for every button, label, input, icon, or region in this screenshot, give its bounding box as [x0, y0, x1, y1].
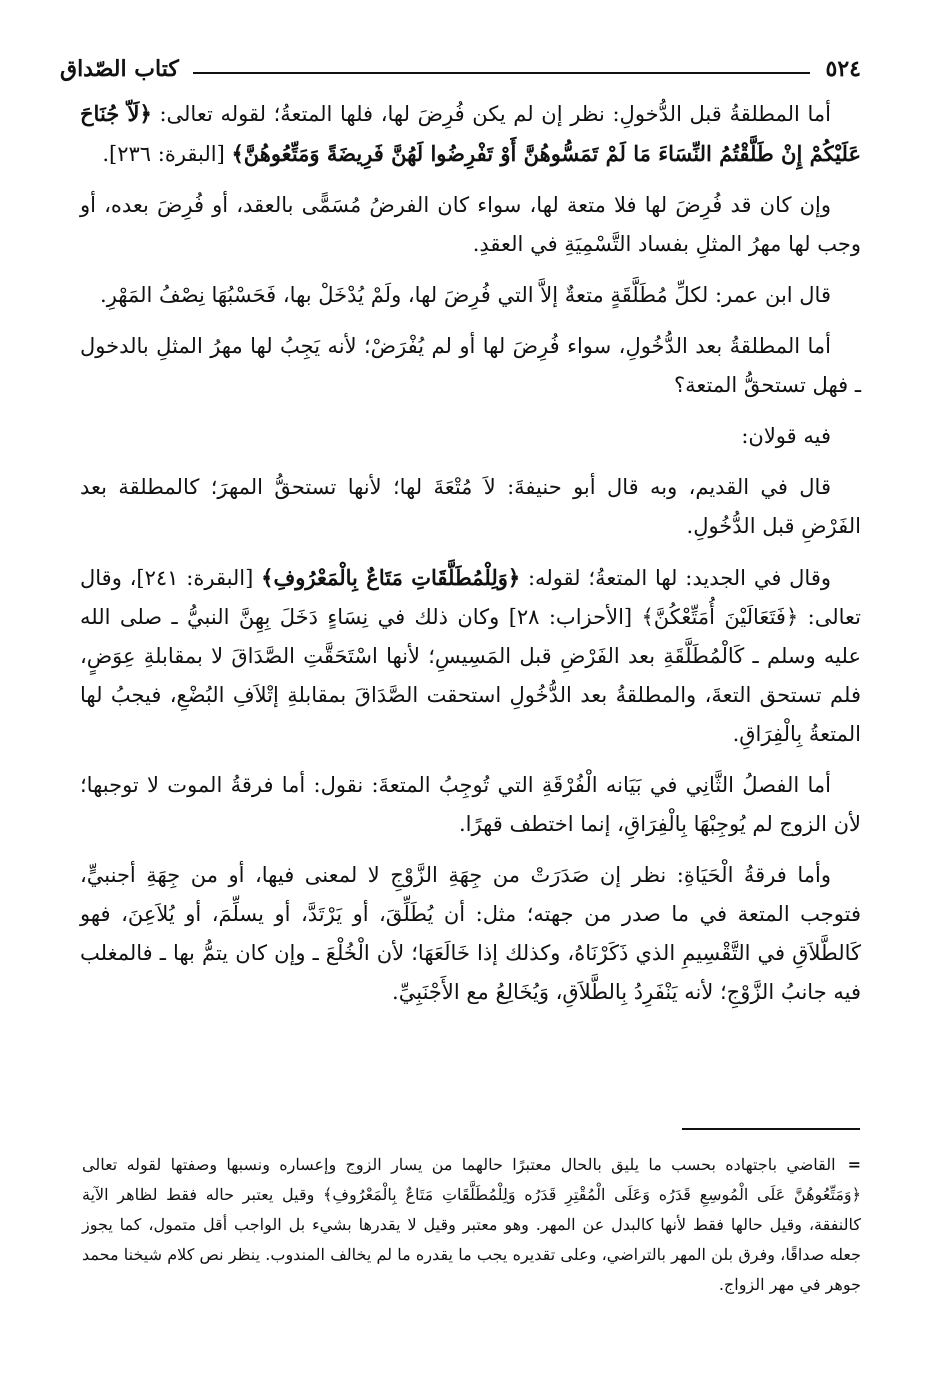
paragraph-text: [البقرة: ٢٤١]، وقال تعالى: ﴿فَتَعَالَيْنَ أُمَتِّعْكُنَّ﴾ [الأحزاب: ٢٨] وكان ذلك في نِسَاءٍ دَخَلَ بِهِنَّ النبيُّ ـ صلى الله عليه وسلم ـ كَالْمُطَلَّقَةِ بعد الفَرْضِ قبل المَسِيسِ؛ لأنها اسْتَحَقَّتِ الصَّدَاقَ لا بمقابلةِ عِوَضٍ، فلم تستحق التعةَ، والمطلقةُ بعد الدُّخُولِ استحقت الصَّدَاقَ بمقابلةِ إتْلاَفِ البُضْعِ، فيجبُ لها المتعةُ بِالْفِرَاقِ. [80, 566, 861, 746]
paragraph-text: قال في القديم، وبه قال أبو حنيفةَ: لاَ مُتْعَةَ لها؛ لأنها تستحقُّ المهرَ؛ كالمطلقة بعد الفَرْضِ قبل الدُّخُولِ. [80, 475, 861, 538]
paragraph [80, 558, 861, 754]
quran-quote: ﴿لَاّ جُنَاحَ عَلَيْكُمْ إِنْ طَلَّقْتُمُ النِّسَاءَ مَا لَمْ تَمَسُّوهُنَّ أَوْ تَفْرِضُوا لَهُنَّ فَرِيضَةً وَمَتِّعُوهُنَّ﴾ [80, 101, 861, 166]
paragraph-text: أما الفصلُ الثَّانِي في بَيَانه الْفُرْقَةِ التي تُوجِبُ المتعةَ: نقول: أما فرقةُ الموت لا توجبها؛ لأن الزوج لم يُوجِبْهَا بِالْفِرَاقِ، إنما اختطف قهرًا. [80, 773, 861, 836]
paragraph [80, 94, 861, 174]
paragraph-text: أما المطلقةُ قبل الدُّخولِ: نظر إن لم يكن فُرِضَ لها، فلها المتعةُ؛ لقوله تعالى: [151, 102, 831, 126]
paragraph-text: وإن كان قد فُرِضَ لها فلا متعة لها، سواء كان الفرضُ مُسَمًّى بالعقد، أو فُرِضَ بعده، أو وجب لها مهرُ المثلِ بفساد التَّسْمِيَةِ في العقدِ. [80, 193, 861, 256]
header-rule [193, 72, 810, 74]
paragraph-text: [البقرة: ٢٣٦]. [102, 142, 232, 166]
footnote-text: القاضي باجتهاده بحسب ما يليق بالحال معتبرًا حالهما من يسار الزوج وإعساره ونسبها وصفتها لقوله تعالى ﴿وَمَتِّعُوهُنَّ عَلَى الْمُوسِعِ قَدَرُه وَعَلَى الْمُقْتِرِ قَدَرُه وَلِلْمُطَلَّقَاتِ مَتَاعٌ بِالْمَعْرُوفِ﴾ وقيل يعتبر حاله فقط لظاهر الآية كالنفقة، وقيل حالها فقط لأنها كالبدل عن المهر. وهو معتبر وقيل لا يقدرها بشيء بل الواجب أقل متمول، كما يجوز جعله صداقًا، وفرق بلن المهر بالتراضي، وعلى تقديره يجب ما يقدره ما لم يخالف المندوب. ينظر نص كلام شيخنا محمد جوهر في مهر الزواج. [82, 1155, 861, 1294]
main-text [80, 94, 861, 1024]
paragraph [80, 417, 861, 456]
paragraph [80, 468, 861, 546]
page-number: ٥٢٤ [825, 56, 861, 82]
paragraph-text: فيه قولان: [741, 424, 831, 448]
paragraph [80, 186, 861, 264]
book-title: كتاب الصّداق [60, 56, 179, 82]
paragraph-text: أما المطلقةُ بعد الدُّخُولِ، سواء فُرِضَ لها أو لم يُفْرَضْ؛ لأنه يَجِبُ لها مهرُ المثلِ بالدخول ـ فهل تستحقُّ المتعة؟ [80, 334, 861, 397]
paragraph-text: قال ابن عمر: لكلِّ مُطَلَّقَةٍ متعةٌ إلاَّ التي فُرِضَ لها، ولَمْ يُدْخَلْ بها، فَحَسْبُهَا نِصْفُ المَهْرِ. [100, 283, 831, 307]
running-head [60, 52, 861, 86]
quran-quote: ﴿وَلِلْمُطَلَّقَاتِ مَتَاعٌ بِالْمَعْرُوفِ﴾ [261, 565, 521, 590]
paragraph [80, 276, 861, 315]
footnote [82, 1150, 861, 1300]
footnote-rule [682, 1128, 860, 1130]
paragraph [80, 766, 861, 844]
paragraph [80, 856, 861, 1012]
paragraph [80, 327, 861, 405]
paragraph-text: وقال في الجديد: لها المتعةُ؛ لقوله: [520, 566, 832, 590]
paragraph-text: وأما فرقةُ الْحَيَاةِ: نظر إن صَدَرَتْ من جِهَةِ الزَّوْجِ لا لمعنى فيها، أو من جِهَةِ أجنبيٍّ، فتوجب المتعة في ما صدر من جهته؛ مثل: أن يُطَلِّقَ، أو يَرْتَدَّ، أو يسلِّمَ، أو يُلاَعِنَ، فهو كَالطَّلاَقِ في التَّقْسِيمِ الذي ذَكَرْنَاهُ، وكذلك إذا خَالَعَهَا؛ لأن الْخُلْعَ ـ وإن كان يتمُّ بها ـ فالمغلب فيه جانبُ الزَّوْجِ؛ لأنه يَنْفَرِدُ بِالطَّلاَقِ، وَيُخَالِعُ مع الأَجْنَبِيِّ. [80, 863, 861, 1004]
footnote-continuation-mark: = [847, 1155, 861, 1174]
